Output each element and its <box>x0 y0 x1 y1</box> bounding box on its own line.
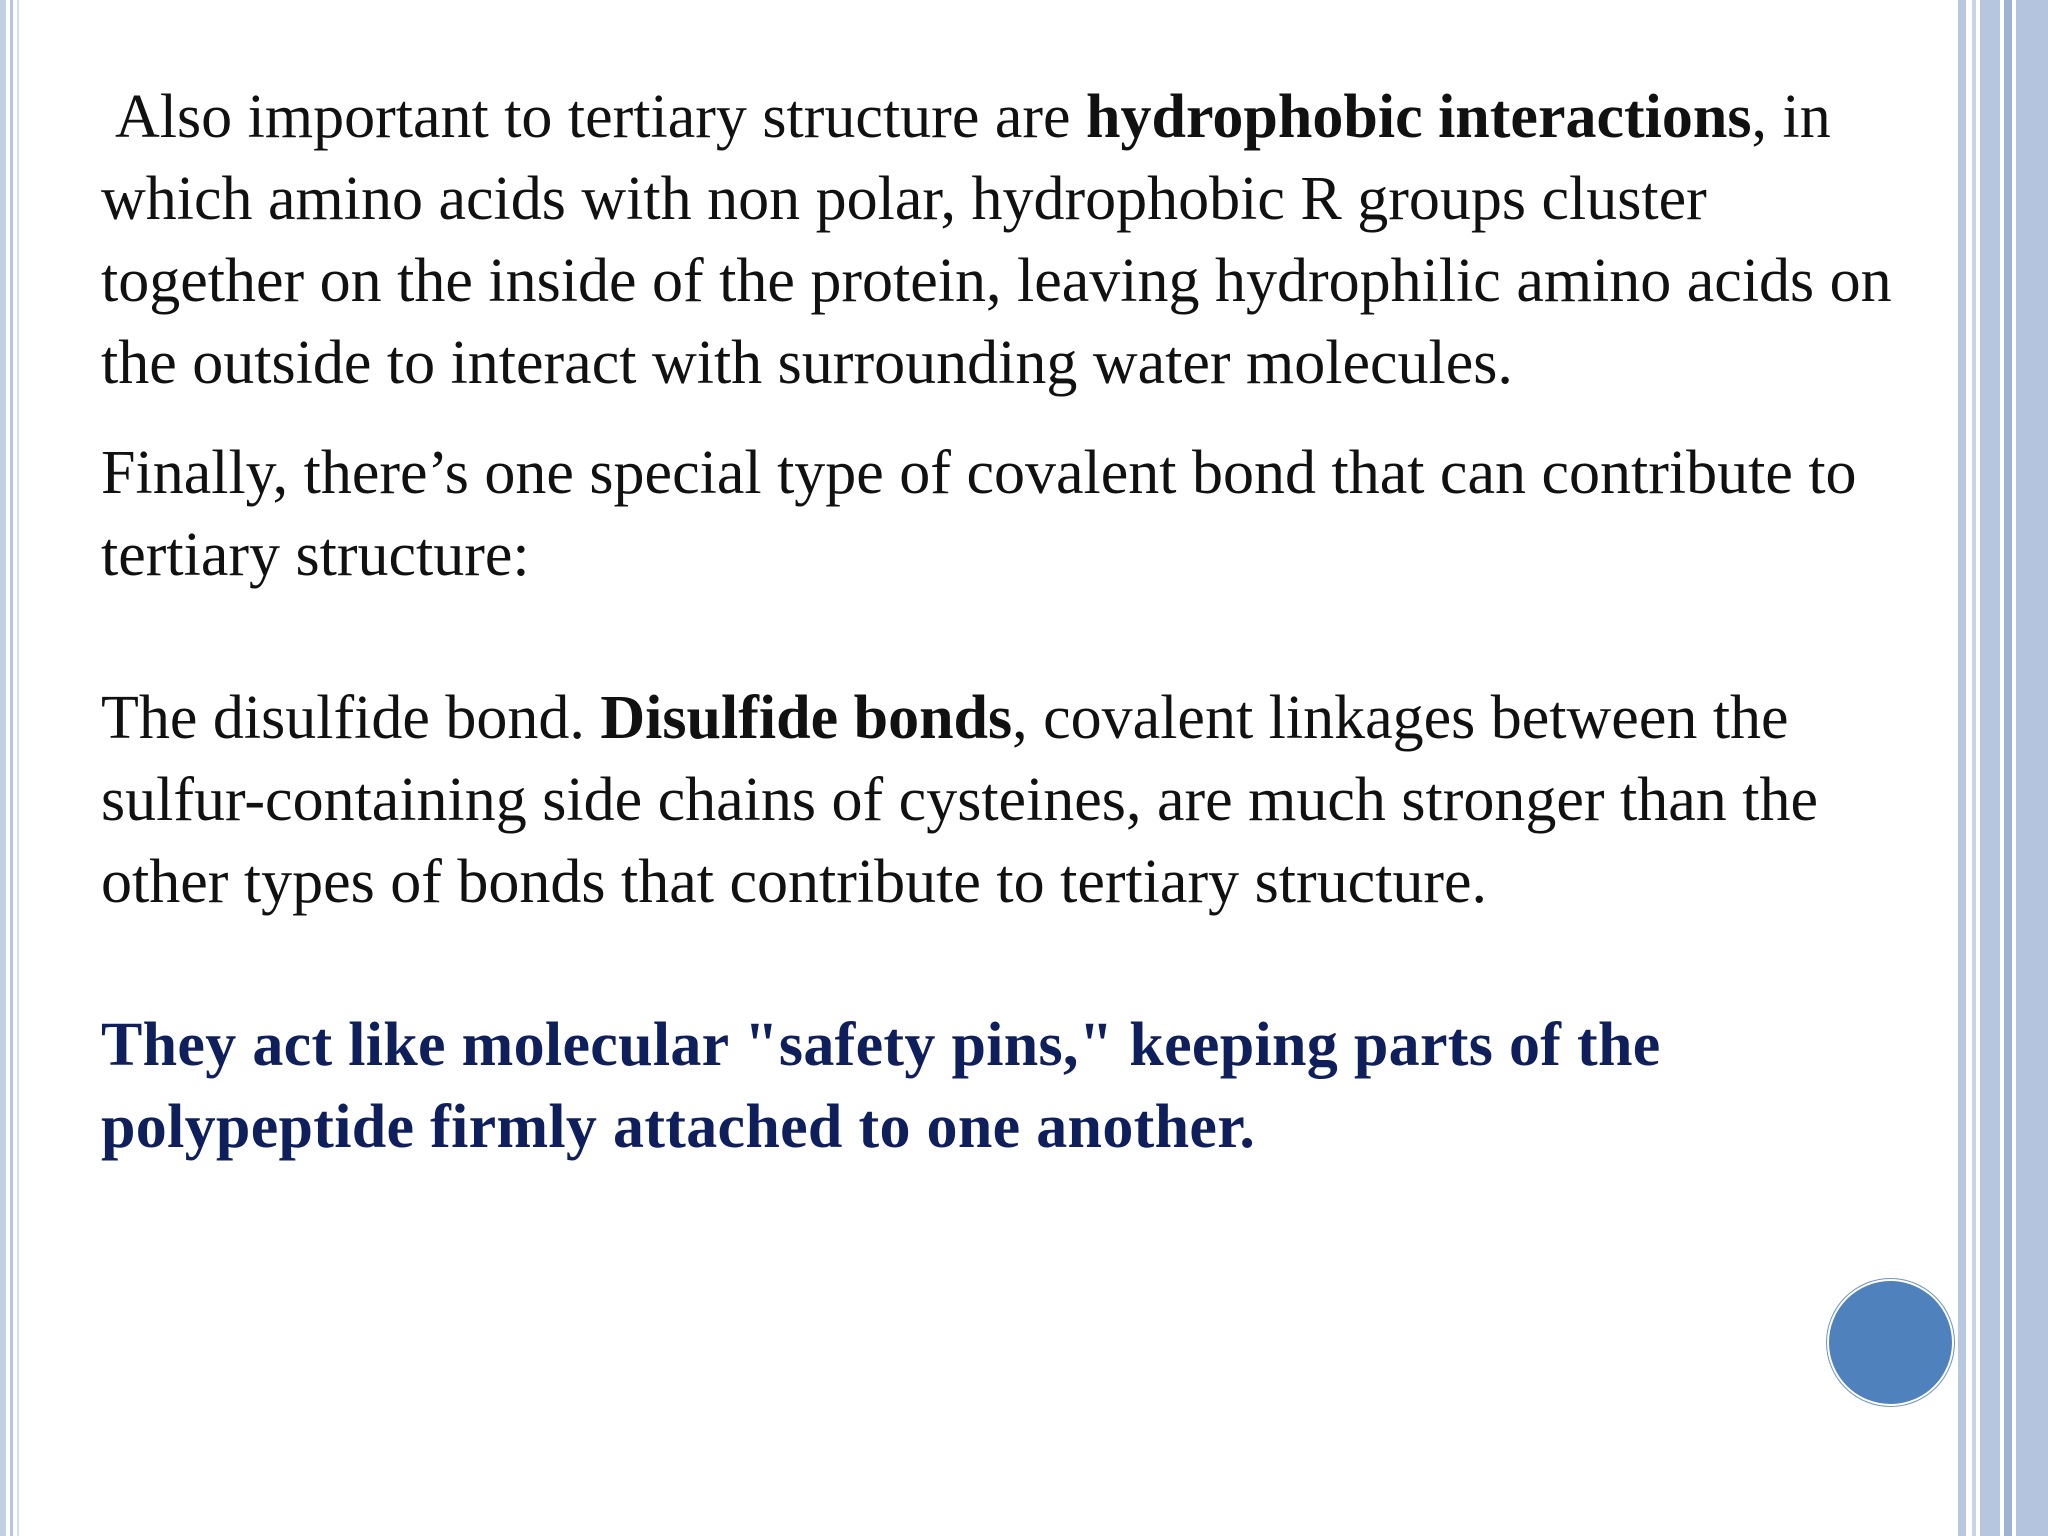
right-border-stripe <box>2016 0 2048 1536</box>
paragraph-intro: Also important to tertiary structure are <box>115 83 1087 151</box>
right-border-stripe <box>1958 0 1966 1536</box>
right-border-stripe <box>1980 0 2000 1536</box>
bold-term-disulfide-bonds: Disulfide bonds <box>600 684 1013 752</box>
paragraph-disulfide-bond <box>101 677 1901 923</box>
right-border-stripe <box>2004 0 2012 1536</box>
paragraph-rest: , in which amino acids with non polar, hydrophobic R groups cluster together on the inside of the protein, leaving hydrophilic amino acids on the outside to interact with surrounding water molecules. <box>101 83 1892 397</box>
paragraph-rest: , covalent linkages between the sulfur-containing side chains of cysteines, are much stronger than the other types of bonds that contribute to tertiary structure. <box>101 684 1819 916</box>
highlight-safety-pins: They act like molecular "safety pins," keeping parts of the polypeptide firmly attached to one another. <box>101 1011 1661 1161</box>
left-border-line <box>10 0 13 1536</box>
paragraph-intro: The disulfide bond. <box>101 684 601 752</box>
paragraph-hydrophobic-interactions <box>101 76 1901 404</box>
bold-term-hydrophobic-interactions: hydrophobic interactions <box>1086 83 1752 151</box>
right-border-stripe <box>1972 0 1976 1536</box>
left-border-line <box>0 0 6 1536</box>
slide-corner-circle-icon <box>1827 1279 1954 1406</box>
slide-body <box>101 76 1901 1168</box>
left-border-line <box>17 0 19 1536</box>
paragraph-covalent-bond-intro: Finally, there’s one special type of covalent bond that can contribute to tertiary structure: <box>101 439 1857 589</box>
